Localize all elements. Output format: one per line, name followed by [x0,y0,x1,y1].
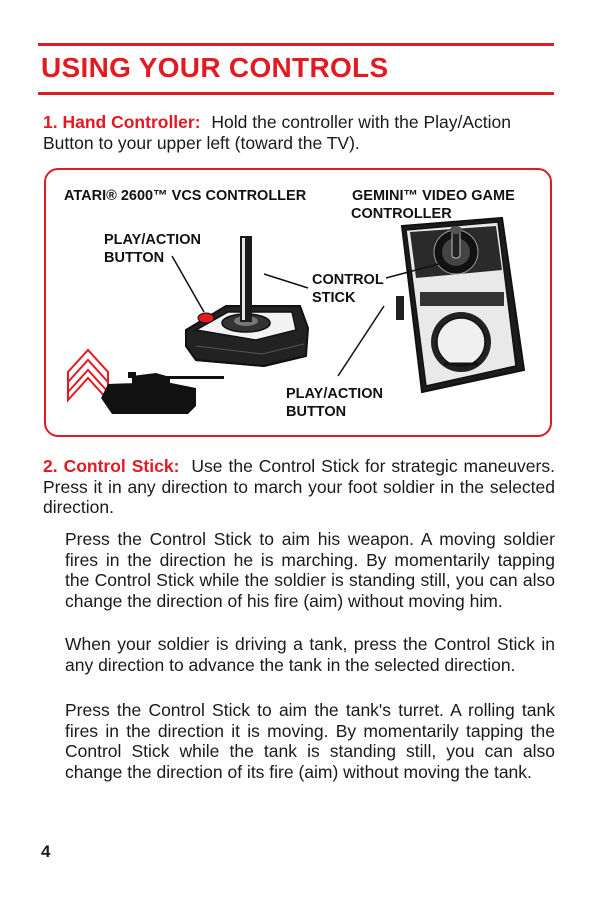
section-2-heading: Control Stick: [63,456,180,476]
section-control-stick [43,456,555,518]
section-2-text: Use the Control Stick for strategic maneuvers. Press it in any direction to march your foot soldier in the selected direction. [43,456,555,517]
control-stick-label-line1: CONTROL [312,272,384,288]
play-action-label-1-line1: PLAY/ACTION [104,232,201,248]
top-rule [38,43,554,46]
section-hand-controller [43,112,555,153]
paragraph-aim-turret: Press the Control Stick to aim the tank's turret. A rolling tank fires in the direction it is moving. By momentarily tapping the Control Stick while the tank is standing still, you can also change the direction of its fire (aim) without moving the tank. [65,700,555,782]
section-1-heading: Hand Controller: [62,112,201,132]
section-1-text: Hold the controller with the Play/Action Button to your upper left (toward the TV). [43,112,512,153]
paragraph-drive-tank: When your soldier is driving a tank, press the Control Stick in any direction to advance the tank in the selected direction. [65,634,555,675]
atari-joystick [186,236,308,366]
section-1-number: 1. [43,112,58,132]
gemini-label-line2: CONTROLLER [351,206,452,222]
page-title: USING YOUR CONTROLS [41,52,389,83]
controller-illustration [44,168,552,437]
gemini-label-line1: GEMINI™ VIDEO GAME [352,188,515,204]
atari-label: ATARI® 2600™ VCS CONTROLLER [64,188,307,204]
paragraph-aim-weapon: Press the Control Stick to aim his weapon. A moving soldier fires in the direction he is marching. By momentarily tapping the Control Stick while the soldier is standing still, you can also change the direction of his fire (aim) without moving him. [65,529,555,611]
chevron-insignia [68,350,108,400]
gemini-controller [396,218,524,392]
tank-silhouette [101,372,224,414]
play-action-label-1-line2: BUTTON [104,250,165,266]
play-action-label-2-line2: BUTTON [286,404,347,420]
control-stick-label-line2: STICK [312,290,356,306]
play-action-label-2-line1: PLAY/ACTION [286,386,383,402]
title-underline [38,92,554,95]
page-number: 4 [41,842,51,861]
section-2-number: 2. [43,456,58,476]
